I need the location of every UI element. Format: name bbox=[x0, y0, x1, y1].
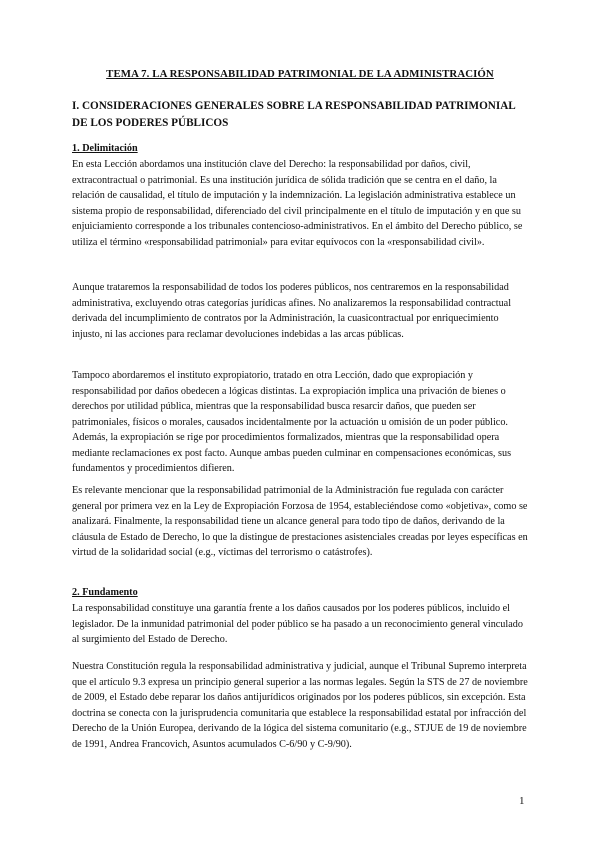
subsection-heading-delimitacion: 1. Delimitación bbox=[72, 143, 138, 154]
document-title: TEMA 7. LA RESPONSABILIDAD PATRIMONIAL DE LA ADMINISTRACIÓN bbox=[106, 68, 494, 80]
paragraph: En esta Lección abordamos una institución clave del Derecho: la responsabilidad por daños, civil, extracontractual o patrimonial. Es una institución jurídica de sólida tradición que se centra en el daño, la relación de causalidad, el título de imputación y la indemnización. La legislación administrativa establece un sistema propio de responsabilidad, diferenciado del civil principalmente en el título de imputación y en que su enjuiciamiento corresponde a los tribunales contencioso-administrativos. En el ámbito del Derecho público, se utiliza el término «responsabilidad patrimonial» para evitar equívocos con la «responsabilidad civil». bbox=[72, 159, 523, 248]
document-page bbox=[72, 0, 528, 848]
subsection-heading-fundamento: 2. Fundamento bbox=[72, 587, 138, 598]
paragraph: Nuestra Constitución regula la responsabilidad administrativa y judicial, aunque el Tribunal Supremo interpreta que el artículo 9.3 expresa un principio general superior a las normas legales. Según la STS de 27 de noviembre de 2009, el Estado debe reparar los daños antijurídicos originados por los poderes públicos, sin excepción. Esta doctrina se conecta con la jurisprudencia comunitaria que establece la responsabilidad estatal por infracción del Derecho de la Unión Europea, derivando de la lógica del sistema comunitario (e.g., STJUE de 19 de noviembre de 1991, Andrea Francovich, Asuntos acumulados C-6/90 y C-9/90). bbox=[72, 661, 528, 750]
paragraph: Tampoco abordaremos el instituto expropiatorio, tratado en otra Lección, dado que expropiación y responsabilidad por daños obedecen a lógicas distintas. La expropiación implica una privación de bienes o derechos por utilidad pública, mientras que la responsabilidad busca resarcir daños, que pueden ser patrimoniales, físicos o morales, causados incidentalmente por la actuación u omisión de un poder público. Además, la expropiación se rige por procedimientos formalizados, mientras que la responsabilidad opera mediante reclamaciones ex post facto. Aunque ambas pueden culminar en compensaciones económicas, sus fundamentos y procedimientos difieren. bbox=[72, 370, 512, 474]
page-number: 1 bbox=[519, 795, 525, 807]
paragraph: Es relevante mencionar que la responsabilidad patrimonial de la Administración fue regulada con carácter general por primera vez en la Ley de Expropiación Forzosa de 1954, estableciéndose como «objetiva», como se analizará. Finalmente, la responsabilidad tiene un alcance general para todo tipo de daños, derivando de la cláusula de Estado de Derecho, lo que la distingue de prestaciones asistenciales creadas por leyes específicas en virtud de la solidaridad social (e.g., víctimas del terrorismo o catástrofes). bbox=[72, 485, 528, 558]
paragraph: Aunque trataremos la responsabilidad de todos los poderes públicos, nos centraremos en la responsabilidad administrativa, excluyendo otras categorías jurídicas afines. No analizaremos la responsabilidad contractual derivada del incumplimiento de contratos por la Administración, la cuasicontractual por enriquecimiento injusto, ni las acciones para reclamar devoluciones indebidas a las arcas públicas. bbox=[72, 282, 512, 340]
section-heading: I. CONSIDERACIONES GENERALES SOBRE LA RESPONSABILIDAD PATRIMONIAL DE LOS PODERES PÚBLICOS bbox=[72, 100, 516, 129]
paragraph: La responsabilidad constituye una garantía frente a los daños causados por los poderes públicos, incluido el legislador. De la inmunidad patrimonial del poder público se ha pasado a un reconocimiento general vinculado al surgimiento del Estado de Derecho. bbox=[72, 603, 523, 645]
